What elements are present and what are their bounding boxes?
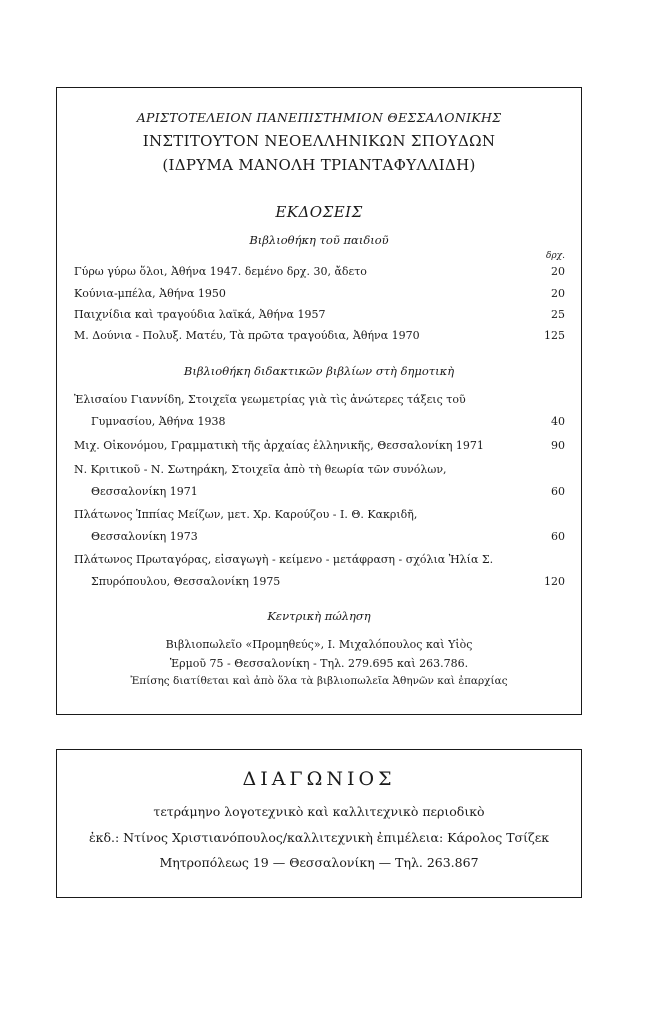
book-entry-line1: Ἐλισαίου Γιαννίδη, Στοιχεῖα γεωμετρίας γιὰ τὶς ἀνώτερες τάξεις τοῦ xyxy=(74,393,466,406)
institute-name: ΙΝΣΤΙΤΟΥΤΟΝ ΝΕΟΕΛΛΗΝΙΚΩΝ ΣΠΟΥΔΩΝ xyxy=(142,132,496,150)
book-price: 20 xyxy=(551,287,565,300)
sales-heading: Κεντρικὴ πώληση xyxy=(267,609,371,623)
book-entry-line1: Πλάτωνος Ἱππίας Μείζων, μετ. Χρ. Καρούζου - Ι. Θ. Κακριδῆ, xyxy=(74,508,418,521)
publications-box xyxy=(56,87,582,715)
book-entry: Παιχνίδια καὶ τραγούδια λαϊκά, Ἀθήνα 1957 xyxy=(74,308,326,321)
book-price: 60 xyxy=(551,530,565,543)
book-price: 40 xyxy=(551,415,565,428)
book-price: 120 xyxy=(544,575,565,588)
sales-bookshop: Βιβλιοπωλεῖο «Προμηθεύς», Ι. Μιχαλόπουλος καὶ Υἱὸς xyxy=(165,638,473,651)
book-entry: Γύρω γύρω ὅλοι, Ἀθήνα 1947. δεμένο δρχ. 30, ἄδετο xyxy=(74,265,367,278)
periodical-editors: ἐκδ.: Ντίνος Χριστιανόπουλος/καλλιτεχνικὴ ἐπιμέλεια: Κάρολος Τσίζεκ xyxy=(88,830,550,845)
book-entry-line2: Θεσσαλονίκη 1973 xyxy=(91,530,198,543)
editions-heading: ΕΚΔΟΣΕΙΣ xyxy=(275,203,363,221)
sales-availability: Ἐπίσης διατίθεται καὶ ἀπὸ ὅλα τὰ βιβλιοπωλεῖα Ἀθηνῶν καὶ ἐπαρχίας xyxy=(130,675,508,687)
book-entry-line2: Γυμνασίου, Ἀθήνα 1938 xyxy=(91,415,226,428)
advertisement-box xyxy=(56,749,582,898)
periodical-address: Μητροπόλεως 19 — Θεσσαλονίκη — Τηλ. 263.867 xyxy=(159,855,479,870)
section-title-textbooks: Βιβλιοθήκη διδακτικῶν βιβλίων στὴ δημοτικὴ xyxy=(183,364,455,378)
book-price: 90 xyxy=(551,439,565,452)
book-price: 25 xyxy=(551,308,565,321)
periodical-subtitle: τετράμηνο λογοτεχνικὸ καὶ καλλιτεχνικὸ περιοδικὸ xyxy=(153,804,485,819)
book-price: 60 xyxy=(551,485,565,498)
book-entry-line2: Σπυρόπουλου, Θεσσαλονίκη 1975 xyxy=(91,575,281,588)
foundation-name: (ΙΔΡΥΜΑ ΜΑΝΟΛΗ ΤΡΙΑΝΤΑΦΥΛΛΙΔΗ) xyxy=(162,156,476,174)
book-price: 20 xyxy=(551,265,565,278)
sales-address: Ἑρμοῦ 75 - Θεσσαλονίκη - Τηλ. 279.695 καὶ 263.786. xyxy=(169,657,469,670)
section-title-children-library: Βιβλιοθήκη τοῦ παιδιοῦ xyxy=(249,233,389,247)
book-entry-line1: Ν. Κριτικοῦ - Ν. Σωτηράκη, Στοιχεῖα ἀπὸ τὴ θεωρία τῶν συνόλων, xyxy=(74,463,447,476)
book-entry: Μ. Δούνια - Πολυξ. Ματέυ, Τὰ πρῶτα τραγούδια, Ἀθήνα 1970 xyxy=(74,329,420,342)
book-entry-line1: Μιχ. Οἰκονόμου, Γραμματικὴ τῆς ἀρχαίας ἑλληνικῆς, Θεσσαλονίκη 1971 xyxy=(74,439,484,452)
currency-label: δρχ. xyxy=(545,251,565,261)
book-entry: Κούνια-μπέλα, Ἀθήνα 1950 xyxy=(74,287,226,300)
university-name: ΑΡΙΣΤΟΤΕΛΕΙΟΝ ΠΑΝΕΠΙΣΤΗΜΙΟΝ ΘΕΣΣΑΛΟΝΙΚΗΣ xyxy=(136,110,502,125)
book-entry-line2: Θεσσαλονίκη 1971 xyxy=(91,485,198,498)
periodical-title: ΔΙΑΓΩΝΙΟΣ xyxy=(242,768,396,790)
book-entry-line1: Πλάτωνος Πρωταγόρας, εἰσαγωγὴ - κείμενο - μετάφραση - σχόλια Ἠλία Σ. xyxy=(74,553,494,566)
book-price: 125 xyxy=(544,329,565,342)
